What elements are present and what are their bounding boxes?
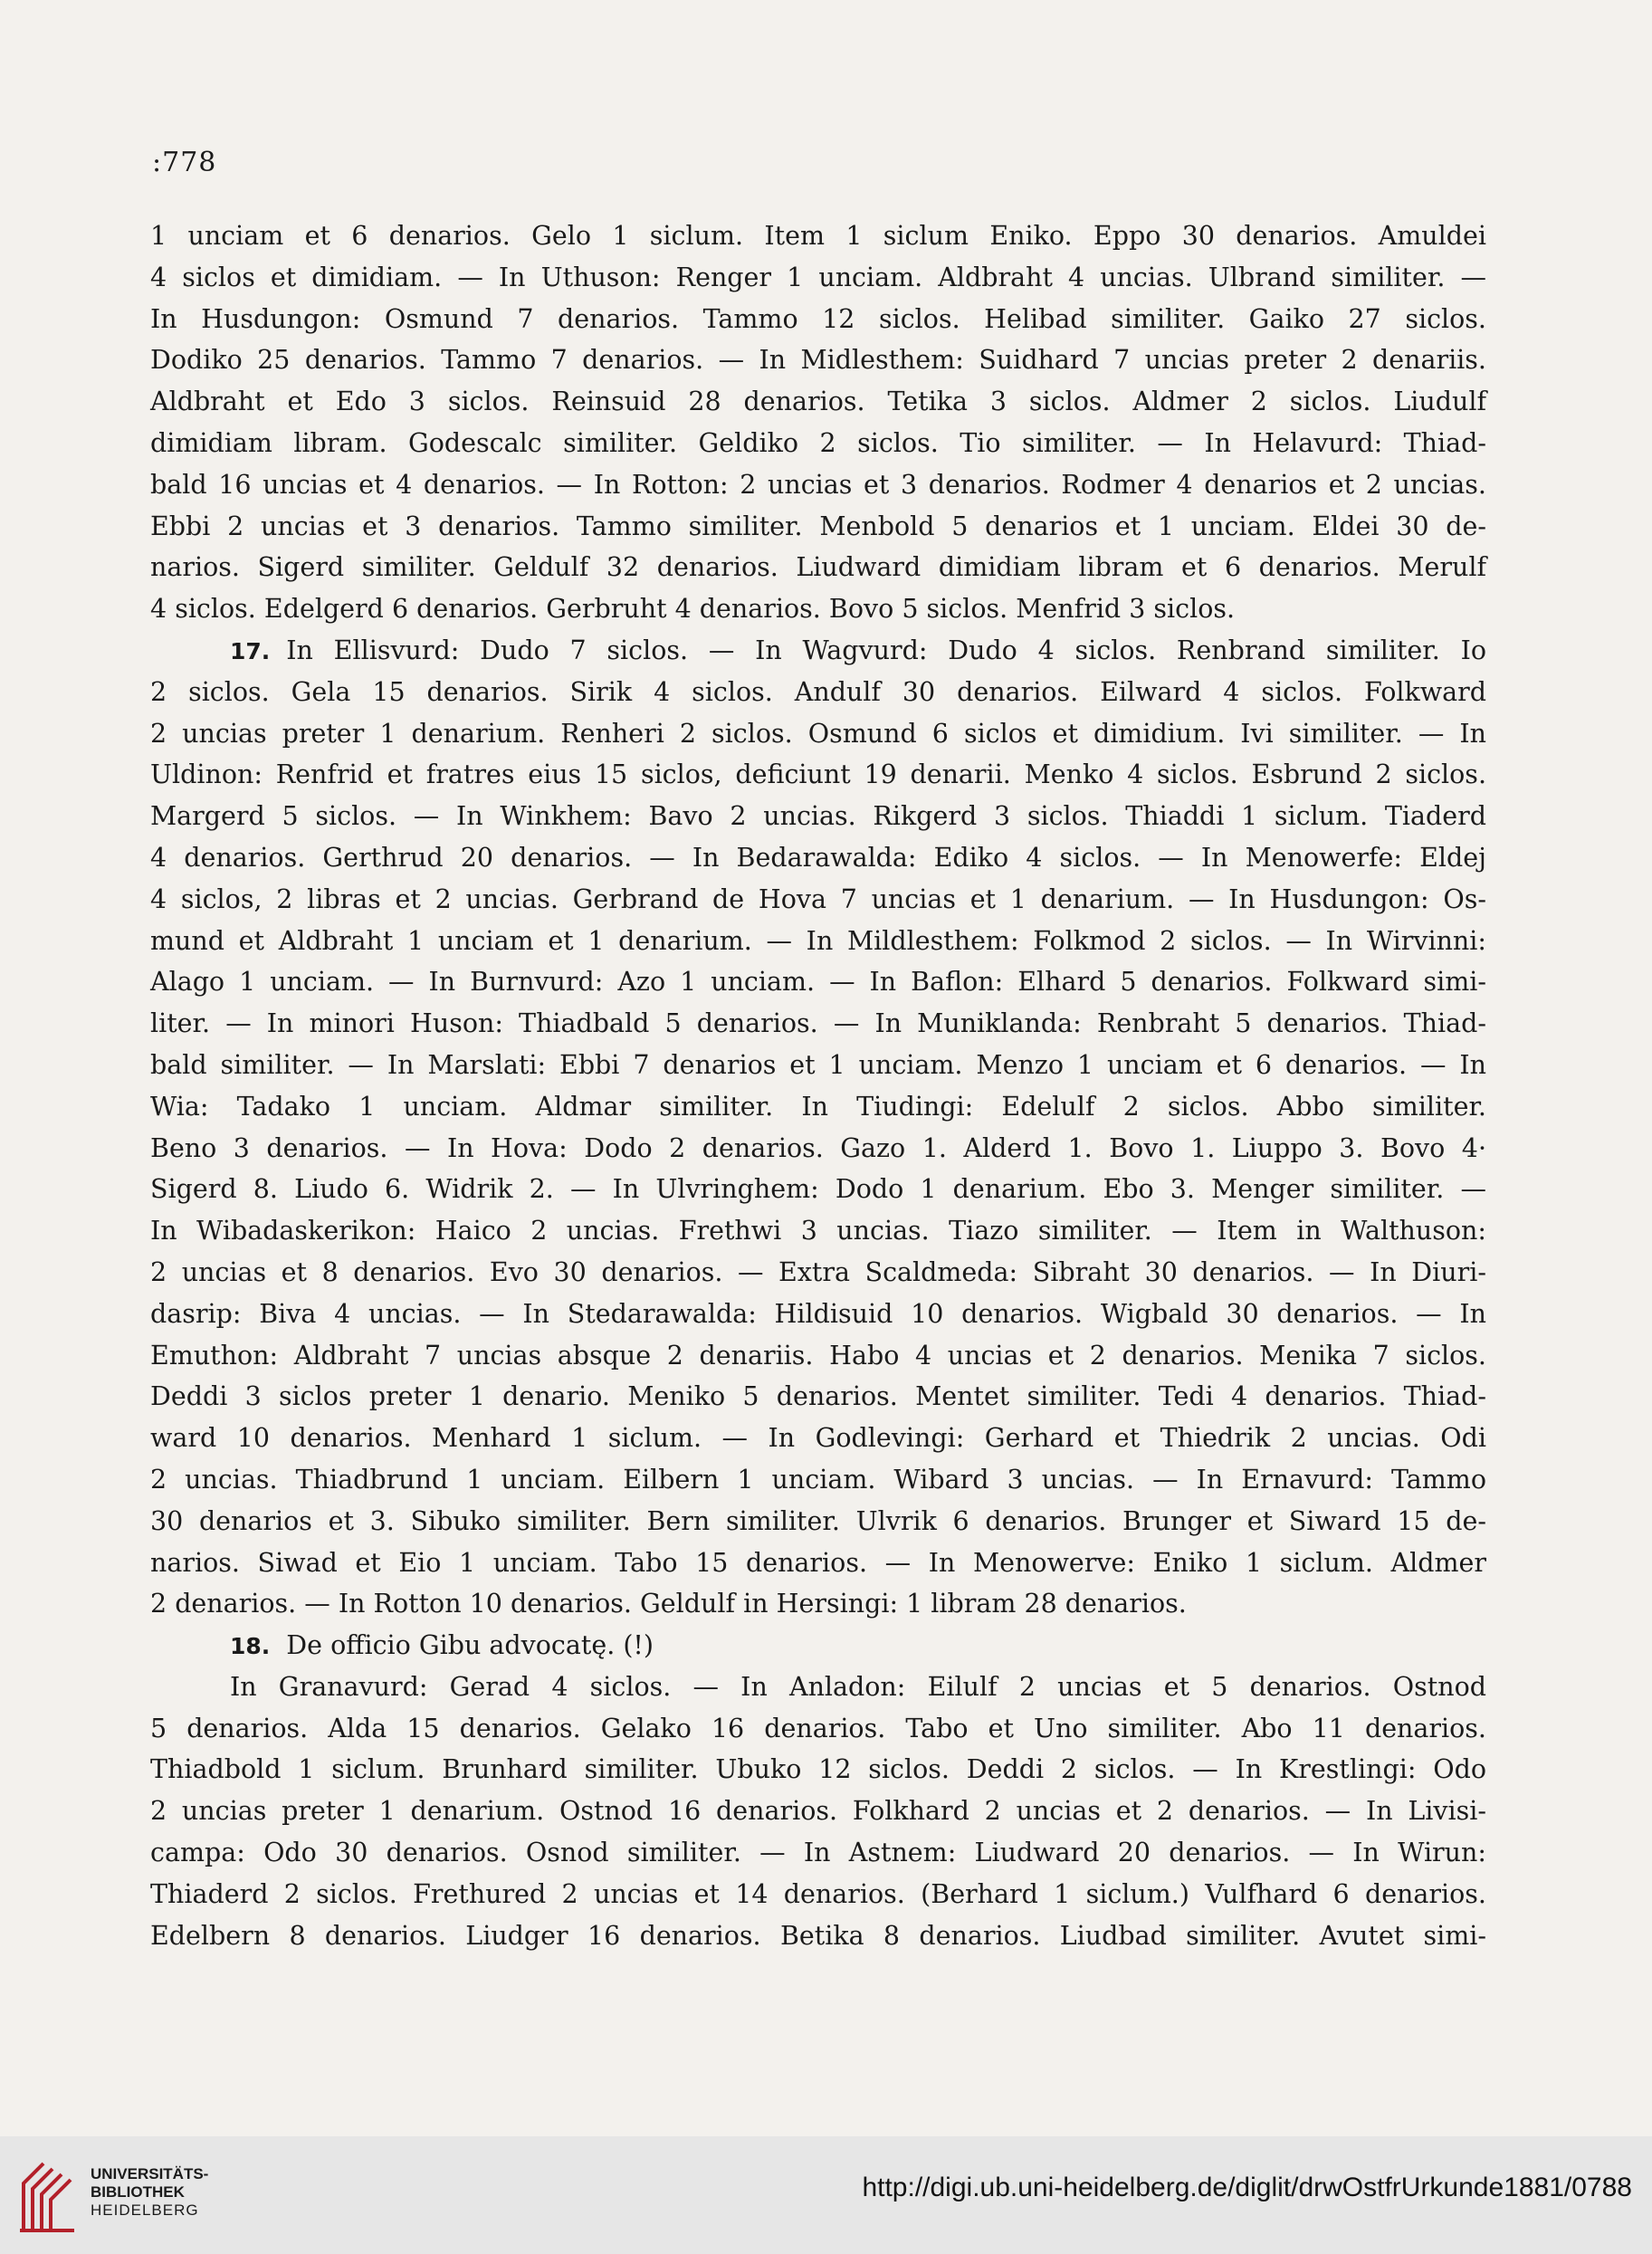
line-text: 4 siclos et dimidiam. — In Uthuson: Renger 1 unciam. Aldbraht 4 uncias. Ulbrand similiter. — <box>150 262 1486 292</box>
line-text: narios. Sigerd similiter. Geldulf 32 denarios. Liudward dimidiam libram et 6 denarios. Merulf <box>150 552 1486 583</box>
line-text: Wia: Tadako 1 unciam. Aldmar similiter. In Tiudingi: Edelulf 2 siclos. Abbo similiter. <box>150 1091 1486 1122</box>
text-line <box>150 547 1486 588</box>
text-line <box>150 1749 1486 1791</box>
section-number: 17. <box>230 637 271 664</box>
text-line <box>150 754 1486 796</box>
text-line <box>150 1294 1486 1335</box>
text-line <box>150 1708 1486 1750</box>
university-library-logo-icon <box>16 2153 80 2236</box>
line-text: In Wibadaskerikon: Haico 2 uncias. Frethwi 3 uncias. Tiazo similiter. — Item in Walthuson: <box>150 1216 1486 1246</box>
text-line <box>150 672 1486 713</box>
line-text: Dodiko 25 denarios. Tammo 7 denarios. — In Midlesthem: Suidhard 7 uncias preter 2 denariis. <box>150 345 1486 376</box>
footer-bar <box>0 2136 1652 2254</box>
line-text: Margerd 5 siclos. — In Winkhem: Bavo 2 uncias. Rikgerd 3 siclos. Thiaddi 1 siclum. Tiaderd <box>150 801 1486 832</box>
text-line <box>150 506 1486 548</box>
text-line <box>150 630 1486 672</box>
line-text: 2 uncias. Thiadbrund 1 unciam. Eilbern 1 unciam. Wibard 3 uncias. — In Ernavurd: Tammo <box>150 1464 1486 1495</box>
text-line <box>150 1791 1486 1832</box>
line-text: 2 uncias preter 1 denarium. Ostnod 16 denarios. Folkhard 2 uncias et 2 denarios. — In Livisi- <box>150 1796 1486 1827</box>
text-line <box>150 1045 1486 1086</box>
line-text: campa: Odo 30 denarios. Osnod similiter. — In Astnem: Liudward 20 denarios. — In Wirun: <box>150 1838 1486 1868</box>
text-line <box>150 381 1486 423</box>
line-text: Edelbern 8 denarios. Liudger 16 denarios. Betika 8 denarios. Liudbad similiter. Avutet simi- <box>150 1920 1486 1951</box>
line-text: Thiaderd 2 siclos. Frethured 2 uncias et 14 denarios. (Berhard 1 siclum.) Vulfhard 6 denarios. <box>150 1878 1486 1909</box>
text-line <box>150 1376 1486 1418</box>
line-text: In Ellisvurd: Dudo 7 siclos. — In Wagvurd: Dudo 4 siclos. Renbrand similiter. Io <box>286 635 1486 665</box>
line-text: Aldbraht et Edo 3 siclos. Reinsuid 28 denarios. Tetika 3 siclos. Aldmer 2 siclos. Liudulf <box>150 387 1486 417</box>
text-line <box>150 339 1486 381</box>
institution-line-1: UNIVERSITÄTS- <box>91 2165 209 2182</box>
line-text: Thiadbold 1 siclum. Brunhard similiter. Ubuko 12 siclos. Deddi 2 siclos. — In Krestlingi: Odo <box>150 1754 1486 1785</box>
page-number: :778 <box>152 147 217 178</box>
text-line <box>150 1667 1486 1708</box>
text-line <box>150 1418 1486 1459</box>
text-line <box>150 921 1486 962</box>
line-text: bald similiter. — In Marslati: Ebbi 7 denarios et 1 unciam. Menzo 1 unciam et 6 denarios. — In <box>150 1049 1486 1080</box>
text-line <box>150 1832 1486 1874</box>
section-number: 18. <box>230 1633 271 1660</box>
body-text <box>150 215 1486 1956</box>
line-text: Beno 3 denarios. — In Hova: Dodo 2 denarios. Gazo 1. Alderd 1. Bovo 1. Liuppo 3. Bovo 4· <box>150 1132 1486 1163</box>
line-text: 30 denarios et 3. Sibuko similiter. Bern similiter. Ulvrik 6 denarios. Brunger et Siward 15 de- <box>150 1505 1486 1536</box>
text-line <box>150 215 1486 257</box>
line-text: 2 denarios. — In Rotton 10 denarios. Geldulf in Hersingi: 1 libram 28 denarios. <box>150 1589 1187 1619</box>
line-text: bald 16 uncias et 4 denarios. — In Rotton: 2 uncias et 3 denarios. Rodmer 4 denarios et 2 uncias. <box>150 469 1486 500</box>
text-line <box>150 1335 1486 1377</box>
source-url-link[interactable]: http://digi.ub.uni-heidelberg.de/diglit/drwOstfrUrkunde1881/0788 <box>862 2173 1632 2202</box>
line-text: 4 siclos. Edelgerd 6 denarios. Gerbruht 4 denarios. Bovo 5 siclos. Menfrid 3 siclos. <box>150 594 1236 625</box>
text-line <box>150 257 1486 299</box>
line-text: 2 siclos. Gela 15 denarios. Sirik 4 siclos. Andulf 30 denarios. Eilward 4 siclos. Folkward <box>150 676 1486 707</box>
text-line <box>150 1169 1486 1210</box>
line-text: dasrip: Biva 4 uncias. — In Stedarawalda: Hildisuid 10 denarios. Wigbald 30 denarios. — In <box>150 1298 1486 1329</box>
text-line <box>150 1459 1486 1501</box>
line-text: mund et Aldbraht 1 unciam et 1 denarium. — In Mildlesthem: Folkmod 2 siclos. — In Wirvinni: <box>150 925 1486 956</box>
text-line <box>150 588 1486 630</box>
line-text: 4 siclos, 2 libras et 2 uncias. Gerbrand de Hova 7 uncias et 1 denarium. — In Husdungon: Os- <box>150 883 1486 914</box>
text-line <box>150 1915 1486 1957</box>
line-text: In Granavurd: Gerad 4 siclos. — In Anladon: Eilulf 2 uncias et 5 denarios. Ostnod <box>230 1671 1486 1702</box>
line-text: 2 uncias et 8 denarios. Evo 30 denarios. — Extra Scaldmeda: Sibraht 30 denarios. — In Diuri- <box>150 1256 1486 1287</box>
text-line <box>150 464 1486 506</box>
line-text: Uldinon: Renfrid et fratres eius 15 siclos, deficiunt 19 denarii. Menko 4 siclos. Esbrund 2 siclos. <box>150 759 1486 790</box>
text-line <box>150 879 1486 921</box>
text-line <box>150 1128 1486 1170</box>
line-text: Sigerd 8. Liudo 6. Widrik 2. — In Ulvringhem: Dodo 1 denarium. Ebo 3. Menger similiter. — <box>150 1174 1486 1205</box>
text-line <box>150 1583 1486 1625</box>
line-text: Emuthon: Aldbraht 7 uncias absque 2 denariis. Habo 4 uncias et 2 denarios. Menika 7 siclos. <box>150 1340 1486 1371</box>
text-line <box>150 1252 1486 1294</box>
text-line <box>150 796 1486 837</box>
institution-line-2: BIBLIOTHEK <box>91 2183 185 2201</box>
text-line <box>150 1874 1486 1915</box>
text-line <box>150 1003 1486 1045</box>
line-text: dimidiam libram. Godescalc similiter. Geldiko 2 siclos. Tio similiter. — In Helavurd: Thiad- <box>150 427 1486 458</box>
line-text: Deddi 3 siclos preter 1 denario. Meniko 5 denarios. Mentet similiter. Tedi 4 denarios. Thiad- <box>150 1381 1486 1412</box>
institution-line-3: HEIDELBERG <box>91 2201 199 2219</box>
line-text: In Husdungon: Osmund 7 denarios. Tammo 12 siclos. Helibad similiter. Gaiko 27 siclos. <box>150 303 1486 334</box>
text-line <box>150 1086 1486 1128</box>
text-line <box>150 713 1486 755</box>
text-line <box>150 1542 1486 1584</box>
line-text: Alago 1 unciam. — In Burnvurd: Azo 1 unciam. — In Baflon: Elhard 5 denarios. Folkward simi- <box>150 967 1486 998</box>
line-text: liter. — In minori Huson: Thiadbald 5 denarios. — In Muniklanda: Renbraht 5 denarios. Thiad- <box>150 1008 1486 1039</box>
text-line <box>150 1210 1486 1252</box>
text-line <box>150 299 1486 340</box>
line-text: Ebbi 2 uncias et 3 denarios. Tammo similiter. Menbold 5 denarios et 1 unciam. Eldei 30 de- <box>150 511 1486 541</box>
text-line <box>150 837 1486 879</box>
text-line <box>150 1625 1486 1667</box>
line-text: 4 denarios. Gerthrud 20 denarios. — In Bedarawalda: Ediko 4 siclos. — In Menowerfe: Eldej <box>150 842 1486 873</box>
institution-name <box>91 2165 208 2220</box>
line-text: De officio Gibu advocatę. (!) <box>286 1630 654 1661</box>
line-text: 5 denarios. Alda 15 denarios. Gelako 16 denarios. Tabo et Uno similiter. Abo 11 denarios. <box>150 1713 1486 1743</box>
line-text: ward 10 denarios. Menhard 1 siclum. — In Godlevingi: Gerhard et Thiedrik 2 uncias. Odi <box>150 1423 1486 1454</box>
text-line <box>150 961 1486 1003</box>
line-text: 1 unciam et 6 denarios. Gelo 1 siclum. Item 1 siclum Eniko. Eppo 30 denarios. Amuldei <box>150 221 1486 251</box>
line-text: 2 uncias preter 1 denarium. Renheri 2 siclos. Osmund 6 siclos et dimidium. Ivi similiter. — In <box>150 718 1486 749</box>
line-text: narios. Siwad et Eio 1 unciam. Tabo 15 denarios. — In Menowerve: Eniko 1 siclum. Aldmer <box>150 1547 1486 1578</box>
text-line <box>150 1501 1486 1542</box>
text-line <box>150 423 1486 464</box>
